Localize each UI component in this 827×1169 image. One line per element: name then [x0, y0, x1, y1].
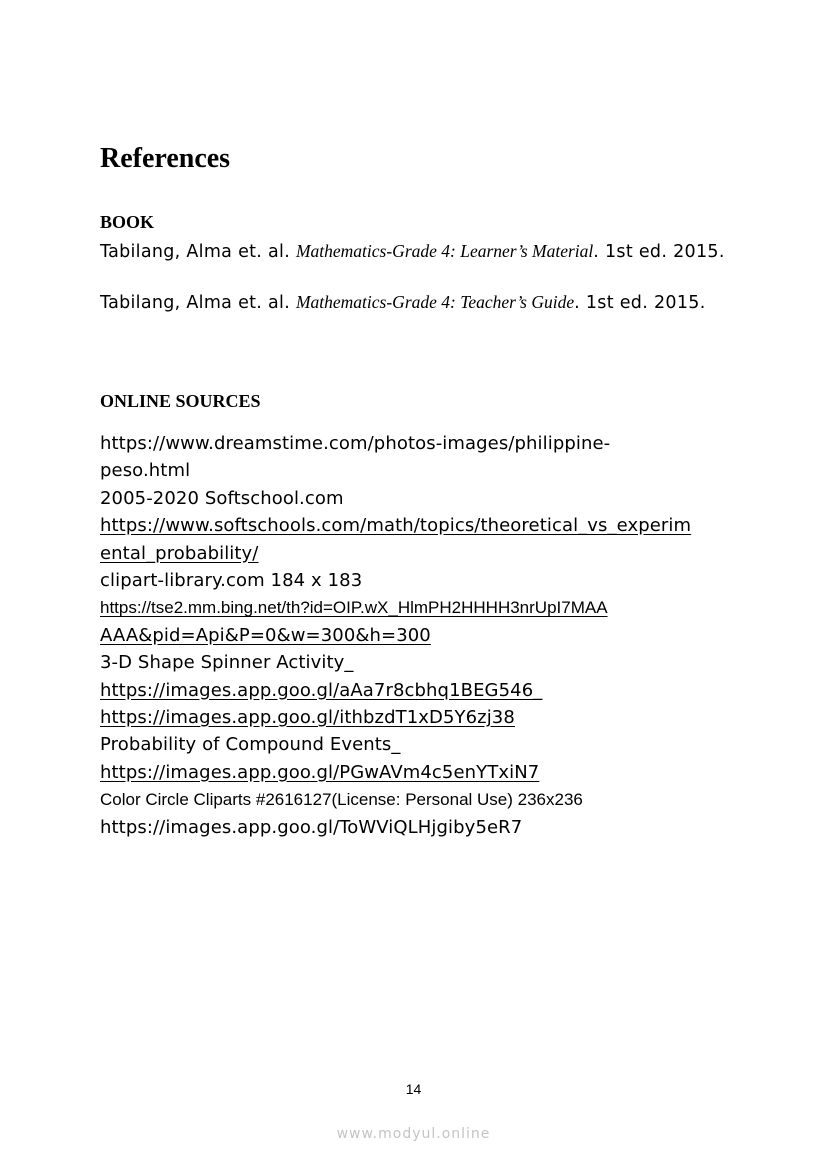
online-sources-list — [100, 430, 740, 841]
reference-author: Tabilang, Alma et. al. — [100, 242, 291, 262]
page-number: 14 — [405, 1081, 422, 1097]
page-title: References — [100, 143, 231, 174]
source-link[interactable]: https://www.softschools.com/math/topics/theoretical_vs_experim — [100, 515, 692, 537]
source-link[interactable]: https://images.app.goo.gl/ithbzdT1xD5Y6zj38 — [100, 707, 515, 729]
source-link[interactable]: https://tse2.mm.bing.net/th?id=OIP.wX_HlmPH2HHHH3nrUpI7MAA — [100, 598, 608, 618]
source-link[interactable]: https://www.dreamstime.com/photos-images/philippine- — [100, 433, 611, 454]
source-link[interactable]: ental_probability/ — [100, 542, 259, 564]
reference-edition: . 1st ed. — [593, 242, 668, 262]
source-text: 3-D Shape Spinner Activity_ — [100, 652, 354, 674]
source-link[interactable]: https://images.app.goo.gl/ToWViQLHjgiby5eR7 — [100, 816, 523, 838]
source-text: 2005-2020 Softschool.com — [100, 487, 344, 509]
source-link[interactable]: https://images.app.goo.gl/PGwAVm4c5enYTxiN7 — [100, 761, 540, 783]
reference-year: 2015. — [653, 293, 706, 313]
reference-title: Mathematics-Grade 4: Teacher’s Guide — [295, 292, 575, 312]
source-text: clipart-library.com 184 x 183 — [100, 570, 363, 592]
source-text: Color Circle Cliparts #2616127(License: Personal Use) 236x236 — [100, 790, 583, 810]
reference-author: Tabilang, Alma et. al. — [100, 293, 291, 313]
source-link[interactable]: peso.html — [100, 460, 191, 482]
source-text: Probability of Compound Events_ — [100, 734, 401, 756]
reference-year: 2015. — [673, 242, 725, 262]
source-link[interactable]: AAA&pid=Api&P=0&w=300&h=300 — [100, 624, 431, 646]
book-reference — [100, 238, 730, 265]
source-link[interactable]: https://images.app.goo.gl/aAa7r8cbhq1BEG546_ — [100, 679, 543, 701]
watermark: www.modyul.online — [336, 1126, 491, 1142]
book-section-heading: BOOK — [100, 212, 155, 232]
reference-title: Mathematics-Grade 4: Learner’s Material — [295, 241, 594, 261]
reference-edition: . 1st ed. — [574, 293, 649, 313]
online-sources-heading: ONLINE SOURCES — [100, 391, 261, 411]
book-reference — [100, 289, 730, 316]
